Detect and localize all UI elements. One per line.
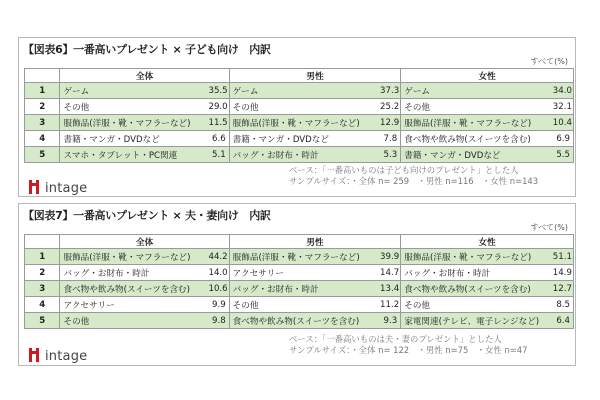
intage-logo-text: intage [45,181,88,196]
base-note [289,165,538,187]
base-note-line: ベース：「一番高いものは子ども向けのプレゼント」とした人 [289,165,519,175]
male-label-cell: バッグ・お財布・時計 [229,281,377,297]
female-label-cell: 服飾品(洋服・靴・マフラーなど) [401,249,550,265]
header-all: 全体 [60,69,229,83]
table-row [25,147,574,163]
table-header-row [25,69,574,83]
female-value-cell: 14.9 [550,265,574,281]
female-label-cell: バッグ・お財布・時計 [401,265,550,281]
ranking-table [24,68,574,163]
male-value-cell: 11.2 [377,297,401,313]
all-label-cell: 書籍・マンガ・DVDなど [60,131,206,147]
all-label-cell: アクセサリー [60,297,206,313]
table-panel-children [18,37,576,197]
female-label-cell: 食べ物や飲み物(スイーツを含む) [401,131,550,147]
table-row [25,281,574,297]
base-note-line: ベース：「一番高いものは夫・妻のプレゼント」とした人 [289,334,502,344]
rank-cell: 3 [25,281,60,297]
intage-logo [27,347,87,366]
table-row [25,99,574,115]
all-label-cell: スマホ・タブレット・PC関連 [60,147,206,163]
table-row [25,297,574,313]
header-male: 男性 [229,235,401,249]
sample-size-line: サンプルサイズ：・全体 n= 259 ・男性 n=116 ・女性 n=143 [289,176,539,186]
male-label-cell: 書籍・マンガ・DVDなど [229,131,377,147]
female-label-cell: その他 [401,99,550,115]
all-value-cell: 9.9 [206,297,230,313]
all-label-cell: その他 [60,99,206,115]
female-value-cell: 34.0 [550,83,574,99]
table-row [25,313,574,329]
male-label-cell: 服飾品(洋服・靴・マフラーなど) [229,115,377,131]
rank-cell: 5 [25,313,60,329]
male-label-cell: ゲーム [229,83,377,99]
rank-cell: 2 [25,265,60,281]
table-panel-spouse [18,203,576,366]
male-label-cell: その他 [229,297,377,313]
male-value-cell: 39.9 [377,249,401,265]
male-label-cell: アクセサリー [229,265,377,281]
unit-label: すべて(%) [530,57,568,66]
header-male: 男性 [229,69,401,83]
rank-cell: 1 [25,249,60,265]
all-value-cell: 10.6 [206,281,230,297]
female-value-cell: 5.5 [550,147,574,163]
table-row [25,249,574,265]
female-value-cell: 51.1 [550,249,574,265]
female-value-cell: 32.1 [550,99,574,115]
male-value-cell: 12.9 [377,115,401,131]
male-value-cell: 13.4 [377,281,401,297]
male-value-cell: 9.3 [377,313,401,329]
all-value-cell: 11.5 [206,115,230,131]
female-label-cell: 食べ物や飲み物(スイーツを含む) [401,281,550,297]
table-header-row [25,235,574,249]
header-rank [25,235,60,249]
all-value-cell: 35.5 [206,83,230,99]
unit-label: すべて(%) [530,223,568,232]
female-value-cell: 10.4 [550,115,574,131]
header-female: 女性 [401,235,574,249]
table-row [25,131,574,147]
rank-cell: 3 [25,115,60,131]
all-label-cell: バッグ・お財布・時計 [60,265,206,281]
rank-cell: 1 [25,83,60,99]
all-value-cell: 9.8 [206,313,230,329]
header-rank [25,69,60,83]
sample-size-line: サンプルサイズ：・全体 n= 122 ・男性 n=75 ・女性 n=47 [289,345,528,355]
male-value-cell: 5.3 [377,147,401,163]
female-value-cell: 6.9 [550,131,574,147]
table-row [25,265,574,281]
base-note [289,334,527,356]
all-label-cell: 服飾品(洋服・靴・マフラーなど) [60,115,206,131]
all-label-cell: ゲーム [60,83,206,99]
panel-title: 【図表6】一番高いプレゼント × 子ども向け 内訳 [23,43,271,56]
table-row [25,115,574,131]
rank-cell: 4 [25,297,60,313]
female-label-cell: 服飾品(洋服・靴・マフラーなど) [401,115,550,131]
intage-logo-mark-icon [27,179,41,198]
header-all: 全体 [60,235,229,249]
male-label-cell: その他 [229,99,377,115]
male-label-cell: バッグ・お財布・時計 [229,147,377,163]
all-label-cell: 食べ物や飲み物(スイーツを含む) [60,281,206,297]
female-value-cell: 8.5 [550,297,574,313]
all-value-cell: 29.0 [206,99,230,115]
header-female: 女性 [401,69,574,83]
intage-logo-text: intage [45,349,88,364]
male-value-cell: 37.3 [377,83,401,99]
male-label-cell: 服飾品(洋服・靴・マフラーなど) [229,249,377,265]
panel-title: 【図表7】一番高いプレゼント × 夫・妻向け 内訳 [23,209,271,222]
intage-logo [27,179,87,198]
male-value-cell: 7.8 [377,131,401,147]
all-value-cell: 44.2 [206,249,230,265]
all-label-cell: 服飾品(洋服・靴・マフラーなど) [60,249,206,265]
female-label-cell: 家電関連(テレビ、電子レンジなど) [401,313,550,329]
female-value-cell: 6.4 [550,313,574,329]
female-label-cell: 書籍・マンガ・DVDなど [401,147,550,163]
all-value-cell: 5.1 [206,147,230,163]
rank-cell: 5 [25,147,60,163]
all-value-cell: 6.6 [206,131,230,147]
female-label-cell: その他 [401,297,550,313]
rank-cell: 4 [25,131,60,147]
female-value-cell: 12.7 [550,281,574,297]
male-label-cell: 食べ物や飲み物(スイーツを含む) [229,313,377,329]
rank-cell: 2 [25,99,60,115]
table-row [25,83,574,99]
intage-logo-mark-icon [27,347,41,366]
female-label-cell: ゲーム [401,83,550,99]
all-value-cell: 14.0 [206,265,230,281]
ranking-table [24,234,574,329]
male-value-cell: 14.7 [377,265,401,281]
male-value-cell: 25.2 [377,99,401,115]
all-label-cell: その他 [60,313,206,329]
